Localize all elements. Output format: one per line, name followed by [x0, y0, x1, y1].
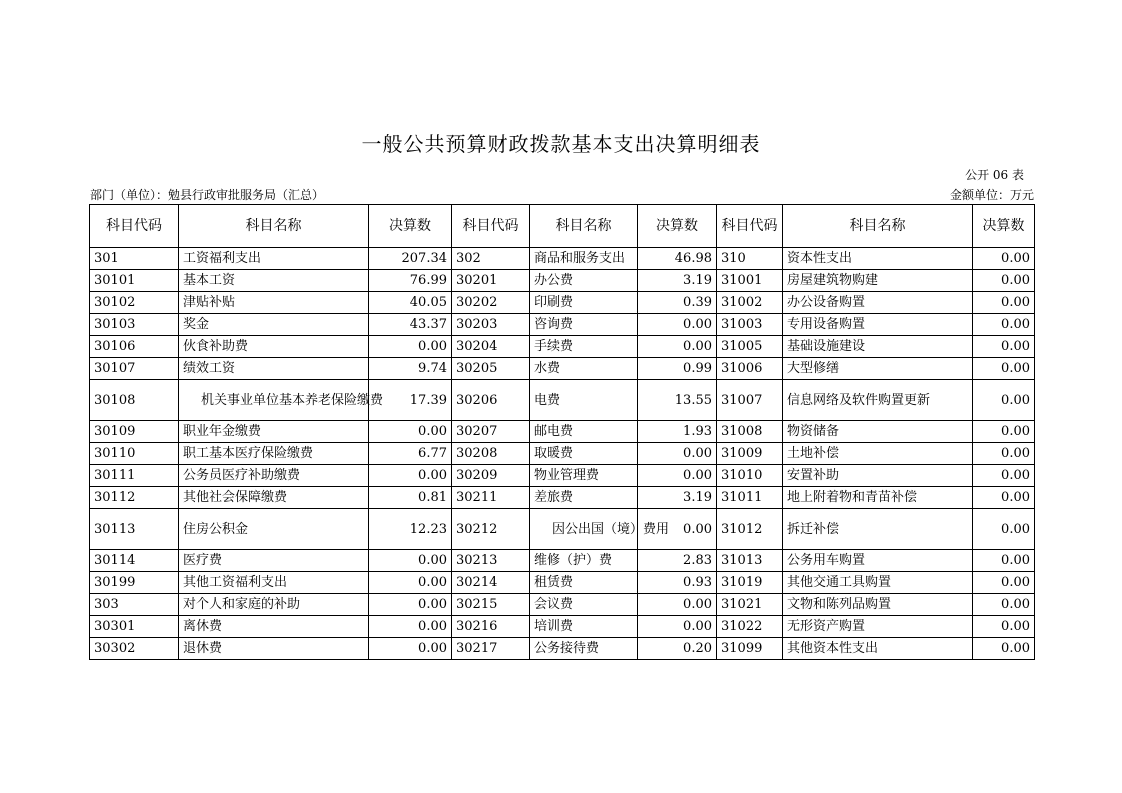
subject-name-cell: 基础设施建设 — [783, 336, 973, 358]
subject-code-cell: 302 — [452, 248, 530, 270]
header-name-1: 科目名称 — [179, 205, 369, 248]
subject-name-cell: 公务接待费 — [530, 638, 638, 660]
subject-name-cell: 房屋建筑物购建 — [783, 270, 973, 292]
subject-code-cell: 30208 — [452, 443, 530, 465]
table-row — [90, 380, 1035, 421]
amount-cell: 0.00 — [973, 443, 1035, 465]
subject-code-cell: 30206 — [452, 380, 530, 421]
amount-cell: 2.83 — [638, 550, 717, 572]
amount-cell: 0.00 — [973, 572, 1035, 594]
amount-cell: 0.00 — [638, 443, 717, 465]
table-row — [90, 550, 1035, 572]
subject-name-cell: 因公出国（境）费用 — [530, 509, 638, 550]
table-row — [90, 594, 1035, 616]
subject-name-cell: 物业管理费 — [530, 465, 638, 487]
subject-code-cell: 30302 — [90, 638, 179, 660]
subject-code-cell: 31013 — [717, 550, 783, 572]
subject-code-cell: 30209 — [452, 465, 530, 487]
subject-name-cell: 地上附着物和青苗补偿 — [783, 487, 973, 509]
subject-name-cell: 退休费 — [179, 638, 369, 660]
amount-cell: 0.00 — [973, 336, 1035, 358]
subject-code-cell: 30112 — [90, 487, 179, 509]
amount-cell: 207.34 — [369, 248, 452, 270]
amount-cell: 0.20 — [638, 638, 717, 660]
table-row — [90, 421, 1035, 443]
amount-cell: 0.00 — [369, 550, 452, 572]
subject-code-cell: 31001 — [717, 270, 783, 292]
subject-name-cell: 绩效工资 — [179, 358, 369, 380]
subject-code-cell: 30114 — [90, 550, 179, 572]
subject-name-cell: 其他交通工具购置 — [783, 572, 973, 594]
subject-name-cell: 公务用车购置 — [783, 550, 973, 572]
subject-name-cell: 会议费 — [530, 594, 638, 616]
subject-name-cell: 大型修缮 — [783, 358, 973, 380]
subject-name-cell: 住房公积金 — [179, 509, 369, 550]
subject-code-cell: 30109 — [90, 421, 179, 443]
amount-cell: 0.00 — [973, 487, 1035, 509]
subject-name-cell: 伙食补助费 — [179, 336, 369, 358]
amount-cell: 0.00 — [638, 465, 717, 487]
amount-cell: 0.00 — [369, 421, 452, 443]
subject-name-cell: 机关事业单位基本养老保险缴费 — [179, 380, 369, 421]
subject-name-cell: 职工基本医疗保险缴费 — [179, 443, 369, 465]
table-row — [90, 358, 1035, 380]
header-code-1: 科目代码 — [90, 205, 179, 248]
table-row — [90, 616, 1035, 638]
subject-code-cell: 30213 — [452, 550, 530, 572]
subject-code-cell: 30101 — [90, 270, 179, 292]
subject-name-cell: 电费 — [530, 380, 638, 421]
header-name-2: 科目名称 — [530, 205, 638, 248]
subject-code-cell: 30211 — [452, 487, 530, 509]
subject-code-cell: 31009 — [717, 443, 783, 465]
subject-name-cell: 其他社会保障缴费 — [179, 487, 369, 509]
subject-code-cell: 30199 — [90, 572, 179, 594]
subject-name-cell: 办公费 — [530, 270, 638, 292]
subject-name-cell: 拆迁补偿 — [783, 509, 973, 550]
subject-name-cell: 土地补偿 — [783, 443, 973, 465]
amount-cell: 0.93 — [638, 572, 717, 594]
subject-code-cell: 31012 — [717, 509, 783, 550]
header-name-3: 科目名称 — [783, 205, 973, 248]
amount-cell: 0.00 — [369, 336, 452, 358]
subject-code-cell: 30108 — [90, 380, 179, 421]
subject-name-cell: 资本性支出 — [783, 248, 973, 270]
subject-code-cell: 30207 — [452, 421, 530, 443]
subject-code-cell: 30217 — [452, 638, 530, 660]
amount-cell: 0.00 — [369, 572, 452, 594]
subject-name-cell: 咨询费 — [530, 314, 638, 336]
amount-cell: 0.00 — [638, 594, 717, 616]
amount-cell: 0.00 — [369, 638, 452, 660]
table-row — [90, 314, 1035, 336]
department-label: 部门（单位）：勉县行政审批服务局（汇总） — [90, 188, 325, 202]
subject-name-cell: 公务员医疗补助缴费 — [179, 465, 369, 487]
table-row — [90, 465, 1035, 487]
amount-cell: 9.74 — [369, 358, 452, 380]
subject-code-cell: 31022 — [717, 616, 783, 638]
header-code-2: 科目代码 — [452, 205, 530, 248]
amount-cell: 0.00 — [369, 594, 452, 616]
subject-code-cell: 30103 — [90, 314, 179, 336]
subject-name-cell: 安置补助 — [783, 465, 973, 487]
subject-name-cell: 差旅费 — [530, 487, 638, 509]
table-row — [90, 638, 1035, 660]
subject-name-cell: 邮电费 — [530, 421, 638, 443]
subject-code-cell: 31007 — [717, 380, 783, 421]
subject-code-cell: 30102 — [90, 292, 179, 314]
subject-code-cell: 31019 — [717, 572, 783, 594]
amount-cell: 0.00 — [973, 594, 1035, 616]
subject-code-cell: 30106 — [90, 336, 179, 358]
subject-name-cell: 维修（护）费 — [530, 550, 638, 572]
header-amount-1: 决算数 — [369, 205, 452, 248]
amount-cell: 0.00 — [638, 314, 717, 336]
amount-cell: 1.93 — [638, 421, 717, 443]
subject-name-cell: 无形资产购置 — [783, 616, 973, 638]
subject-code-cell: 31008 — [717, 421, 783, 443]
subject-name-cell: 取暖费 — [530, 443, 638, 465]
subject-code-cell: 31099 — [717, 638, 783, 660]
subject-code-cell: 30202 — [452, 292, 530, 314]
subject-code-cell: 30111 — [90, 465, 179, 487]
subject-code-cell: 310 — [717, 248, 783, 270]
amount-cell: 13.55 — [638, 380, 717, 421]
subject-name-cell: 文物和陈列品购置 — [783, 594, 973, 616]
amount-cell: 6.77 — [369, 443, 452, 465]
amount-cell: 0.00 — [638, 336, 717, 358]
expenditure-table — [89, 204, 1035, 660]
amount-cell: 0.00 — [638, 509, 717, 550]
table-row — [90, 487, 1035, 509]
amount-cell: 0.00 — [973, 380, 1035, 421]
subject-name-cell: 对个人和家庭的补助 — [179, 594, 369, 616]
amount-cell: 0.00 — [973, 550, 1035, 572]
amount-cell: 0.00 — [973, 421, 1035, 443]
subject-code-cell: 30201 — [452, 270, 530, 292]
header-amount-2: 决算数 — [638, 205, 717, 248]
subject-name-cell: 职业年金缴费 — [179, 421, 369, 443]
amount-cell: 0.00 — [638, 616, 717, 638]
amount-cell: 0.81 — [369, 487, 452, 509]
amount-unit-label: 金额单位：万元 — [949, 188, 1034, 202]
subject-code-cell: 30212 — [452, 509, 530, 550]
subject-name-cell: 水费 — [530, 358, 638, 380]
subject-name-cell: 离休费 — [179, 616, 369, 638]
amount-cell: 17.39 — [369, 380, 452, 421]
amount-cell: 0.99 — [638, 358, 717, 380]
amount-cell: 0.00 — [973, 638, 1035, 660]
subject-name-cell: 培训费 — [530, 616, 638, 638]
page-title: 一般公共预算财政拨款基本支出决算明细表 — [361, 132, 761, 156]
table-row — [90, 572, 1035, 594]
amount-cell: 0.00 — [973, 465, 1035, 487]
table-row — [90, 248, 1035, 270]
meta-line — [90, 186, 1034, 203]
table-row — [90, 292, 1035, 314]
subject-code-cell: 31006 — [717, 358, 783, 380]
table-header-row — [90, 205, 1035, 248]
table-row — [90, 509, 1035, 550]
amount-cell: 0.00 — [369, 616, 452, 638]
amount-cell: 12.23 — [369, 509, 452, 550]
amount-cell: 0.00 — [973, 248, 1035, 270]
subject-code-cell: 30203 — [452, 314, 530, 336]
amount-cell: 0.00 — [369, 465, 452, 487]
subject-code-cell: 31010 — [717, 465, 783, 487]
amount-cell: 3.19 — [638, 270, 717, 292]
subject-code-cell: 30107 — [90, 358, 179, 380]
subject-name-cell: 医疗费 — [179, 550, 369, 572]
amount-cell: 0.00 — [973, 314, 1035, 336]
subject-code-cell: 31003 — [717, 314, 783, 336]
subject-name-cell: 奖金 — [179, 314, 369, 336]
subject-code-cell: 30113 — [90, 509, 179, 550]
subject-code-cell: 30215 — [452, 594, 530, 616]
table-row — [90, 270, 1035, 292]
amount-cell: 40.05 — [369, 292, 452, 314]
subject-name-cell: 办公设备购置 — [783, 292, 973, 314]
subject-name-cell: 专用设备购置 — [783, 314, 973, 336]
amount-cell: 43.37 — [369, 314, 452, 336]
amount-cell: 0.00 — [973, 270, 1035, 292]
subject-code-cell: 301 — [90, 248, 179, 270]
subject-name-cell: 手续费 — [530, 336, 638, 358]
subject-name-cell: 租赁费 — [530, 572, 638, 594]
subject-name-cell: 工资福利支出 — [179, 248, 369, 270]
subject-name-cell: 印刷费 — [530, 292, 638, 314]
table-body — [90, 248, 1035, 660]
subject-name-cell: 商品和服务支出 — [530, 248, 638, 270]
header-amount-3: 决算数 — [973, 205, 1035, 248]
subject-code-cell: 30216 — [452, 616, 530, 638]
subject-code-cell: 30214 — [452, 572, 530, 594]
amount-cell: 46.98 — [638, 248, 717, 270]
subject-code-cell: 31011 — [717, 487, 783, 509]
subject-name-cell: 其他工资福利支出 — [179, 572, 369, 594]
subject-code-cell: 31002 — [717, 292, 783, 314]
form-number: 公开 06 表 — [965, 168, 1024, 182]
subject-code-cell: 303 — [90, 594, 179, 616]
subject-code-cell: 30110 — [90, 443, 179, 465]
amount-cell: 0.00 — [973, 616, 1035, 638]
subject-name-cell: 物资储备 — [783, 421, 973, 443]
subject-code-cell: 30301 — [90, 616, 179, 638]
amount-cell: 0.00 — [973, 358, 1035, 380]
subject-name-cell: 信息网络及软件购置更新 — [783, 380, 973, 421]
subject-name-cell: 基本工资 — [179, 270, 369, 292]
subject-code-cell: 30204 — [452, 336, 530, 358]
subject-code-cell: 31005 — [717, 336, 783, 358]
subject-code-cell: 31021 — [717, 594, 783, 616]
amount-cell: 0.00 — [973, 292, 1035, 314]
table-row — [90, 336, 1035, 358]
table-row — [90, 443, 1035, 465]
subject-code-cell: 30205 — [452, 358, 530, 380]
subject-name-cell: 其他资本性支出 — [783, 638, 973, 660]
amount-cell: 0.00 — [973, 509, 1035, 550]
header-code-3: 科目代码 — [717, 205, 783, 248]
amount-cell: 3.19 — [638, 487, 717, 509]
subject-name-cell: 津贴补贴 — [179, 292, 369, 314]
amount-cell: 0.39 — [638, 292, 717, 314]
amount-cell: 76.99 — [369, 270, 452, 292]
